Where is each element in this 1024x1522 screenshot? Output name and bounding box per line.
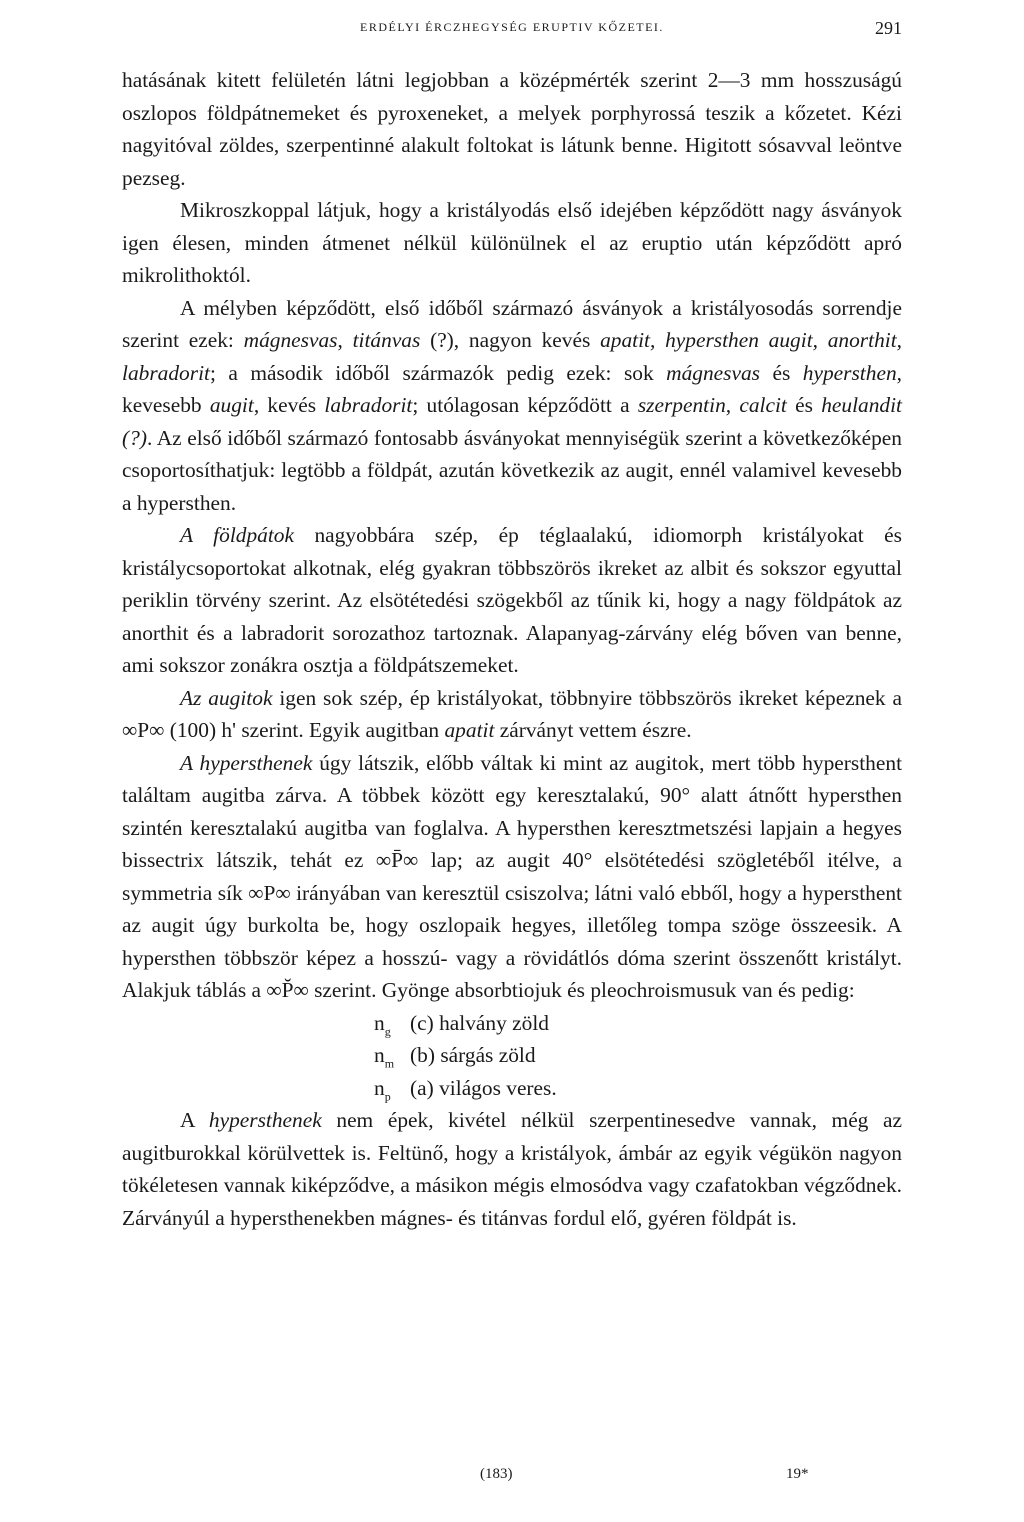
text-run: (?), nagyon kevés bbox=[420, 328, 601, 352]
mineral-name: titánvas bbox=[352, 328, 421, 352]
paragraph-4 bbox=[122, 519, 902, 682]
mineral-name: mágnesvas bbox=[243, 328, 338, 352]
text-run: zárványt vettem észre. bbox=[494, 718, 692, 742]
paragraph-1: hatásának kitett felületén látni legjobban a középmérték szerint 2—3 mm hosszuságú oszlopos földpátnemeket és pyroxeneket, a melyek porphyrossá teszik a kőzetet. Kézi nagyitóval zöldes, szerpentinné alakult foltokat is látunk benne. Higitott sósavval leöntve pezseg. bbox=[122, 68, 902, 190]
mineral-name: hypersthen bbox=[802, 360, 897, 385]
symbol-subscript: g bbox=[384, 1023, 391, 1038]
section-lead: A földpátok bbox=[180, 523, 294, 547]
section-lead: hypersthenek bbox=[208, 1108, 322, 1132]
mineral-name: heulandit (?) bbox=[122, 393, 903, 450]
text-run: ; a második időből származók pedig ezek: sok bbox=[209, 360, 667, 385]
body-text bbox=[122, 64, 902, 1234]
pleochroism-axis: (c) bbox=[410, 1010, 434, 1035]
pleochroism-axis: (a) bbox=[410, 1075, 434, 1100]
text-run: A mélyben képződött, első időből származó ásványok a kristályosodás sorrendje szerint ezek: bbox=[122, 295, 902, 352]
mineral-name: szerpentin, calcit bbox=[637, 393, 787, 417]
mineral-name: apatit bbox=[444, 718, 495, 742]
paragraph-2: Mikroszkoppal látjuk, hogy a kristályodás első idejében képződött nagy ásványok igen élesen, minden átmenet nélkül különülnek el az eruptio után képződött apró mikrolithoktól. bbox=[122, 198, 902, 287]
paragraph-3 bbox=[122, 292, 902, 520]
pleochroism-color: sárgás zöld bbox=[440, 1043, 536, 1067]
paragraph-5 bbox=[122, 682, 902, 747]
mineral-name: labradorit bbox=[324, 393, 413, 417]
signature-mark: 19* bbox=[786, 1466, 809, 1482]
page-header bbox=[122, 20, 902, 44]
text-run: úgy látszik, előbb váltak ki mint az augitok, mert több hypersthent találtam augitba zárva. A többek között egy keresztalakú, 90° alatt átnőtt hypersthen szintén keresztalakú augitba van foglalva. A hypersthen keresztmetszési lapjain a hegyes bissectrix látszik, tehát ez ∞P̄∞ lap; az augit 40° elsötétedési szögletéből itélve, a symmetria sík ∞P∞ irányában van keresztül csiszolva; látni való ebből, hogy a hypersthent az augit úgy burkolta be, hogy oszlopaik hegyes, illetőleg tompa szöge összeesik. A hypersthen többször képez a hosszú- vagy a rövidátlós dóma szerint összenőtt kristályt. Alakjuk táblás a ∞P̆∞ szerint. Gyönge absorbtiojuk és pleochroismusuk van és pedig: bbox=[122, 750, 903, 1002]
pleochroism-list bbox=[122, 1007, 902, 1105]
text-run: nagyobbára szép, ép téglaalakú, idiomorph kristályokat és kristálycsoportokat alkotnak, elég gyakran többszörös ikreket az albit és sokszor egyuttal periklin törvény szerint. Az elsötétedési szögekből az tűnik ki, hogy a nagy földpátok az anorthit és a labradorit sorozathoz tartoznak. Alapanyag-zárvány elég bőven van benne, ami sokszor zonákra osztja a földpátszemeket. bbox=[122, 523, 902, 677]
mineral-name: mágnesvas bbox=[666, 360, 761, 385]
text-run: . Az első időből származó fontosabb ásványokat mennyiségük szerint a következőképen csoportosíthatjuk: legtöbb a földpát, azután következik az augit, ennél valamivel kevesebb a hypersthen. bbox=[122, 425, 902, 515]
text-run: , kevés bbox=[253, 393, 325, 417]
section-lead: Az augitok bbox=[180, 685, 273, 710]
text-run: ; utólagosan képződött a bbox=[412, 393, 638, 417]
pleochroism-color: világos veres. bbox=[439, 1075, 557, 1100]
text-run: igen sok szép, ép kristályokat, többnyire többszörös ikreket képeznek a ∞P∞ (100) h' szerint. Egyik augitban bbox=[122, 685, 902, 742]
pleochroism-row bbox=[374, 1072, 902, 1105]
page-number: 291 bbox=[875, 18, 902, 38]
text-run: és bbox=[786, 393, 822, 417]
pleochroism-color: halvány zöld bbox=[439, 1010, 549, 1035]
text-run: , bbox=[337, 328, 353, 352]
mineral-name: apatit, hypersthen augit, anorthit, labradorit bbox=[122, 328, 903, 385]
symbol-letter: n bbox=[374, 1043, 385, 1067]
pleochroism-row bbox=[374, 1039, 902, 1072]
text-run: nem épek, kivétel nélkül szerpentinesedve vannak, még az augitburokkal körülvettek is. Feltünő, hogy a kristályok, ámbár az egyik végükön nagyon tökéletesen vannak kiképződve, a másikon mégis elmosódva vagy czafatokban végződnek. Zárványúl a hypersthenekben mágnes- és titánvas fordul elő, gyéren földpát is. bbox=[122, 1108, 902, 1230]
symbol-letter: n bbox=[374, 1075, 385, 1100]
pleochroism-row bbox=[374, 1007, 902, 1040]
paragraph-7 bbox=[122, 1104, 902, 1234]
symbol-subscript: p bbox=[384, 1088, 391, 1103]
text-run: és bbox=[760, 360, 803, 385]
page-footer bbox=[122, 1466, 902, 1494]
pleochroism-axis: (b) bbox=[410, 1043, 435, 1067]
text-run: A bbox=[180, 1108, 209, 1132]
running-title: ERDÉLYI ÉRCZHEGYSÉG ERUPTIV KŐZETEI. bbox=[360, 20, 664, 34]
mineral-name: augit bbox=[209, 393, 254, 417]
original-page-number: (183) bbox=[480, 1466, 513, 1482]
paragraph-6 bbox=[122, 747, 902, 1007]
symbol-subscript: m bbox=[384, 1056, 395, 1071]
section-lead: A hypersthenek bbox=[180, 750, 313, 775]
text-run: , kevesebb bbox=[122, 360, 902, 417]
symbol-letter: n bbox=[374, 1010, 385, 1035]
